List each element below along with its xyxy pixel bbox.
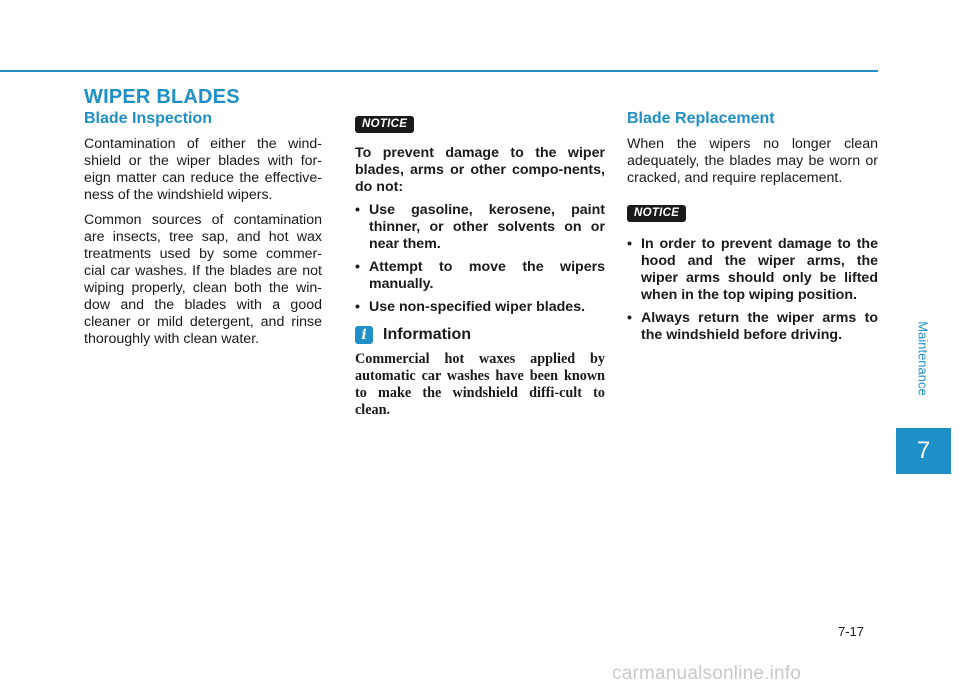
notice-intro: To prevent damage to the wiper blades, arms or other compo-nents, do not: xyxy=(355,145,605,195)
section-title: WIPER BLADES xyxy=(84,86,240,108)
column-blade-replacement xyxy=(627,110,878,350)
replacement-paragraph: When the wipers no longer clean adequately, the blades may be worn or cracked, and require replacement. xyxy=(627,136,878,186)
replacement-badge-wrap xyxy=(627,203,878,222)
replacement-item: • Always return the wiper arms to the windshield before driving. xyxy=(627,310,878,344)
replacement-list xyxy=(627,236,878,344)
chapter-label xyxy=(915,300,931,416)
notice-item: • Use gasoline, kerosene, paint thinner, or other solvents on or near them. xyxy=(355,202,605,253)
notice-badge-wrap xyxy=(355,114,605,133)
column-blade-inspection xyxy=(84,110,322,356)
notice-item: • Attempt to move the wipers manually. xyxy=(355,259,605,293)
column-notice xyxy=(355,110,605,419)
blade-inspection-heading: Blade Inspection xyxy=(84,110,213,127)
notice-item: • Use non-specified wiper blades. xyxy=(355,299,605,316)
info-icon: i xyxy=(355,326,373,344)
blade-replacement-heading: Blade Replacement xyxy=(627,110,775,127)
top-rule xyxy=(0,70,878,72)
inspection-paragraph-2: Common sources of contamination are insects, tree sap, and hot wax treatments used by some commer-cial car washes. If the blades are not wiping properly, clean both the win-dow and the blades with a good cleaner or mild detergent, and rinse thoroughly with clean water. xyxy=(84,212,322,347)
page-number: 7-17 xyxy=(838,624,865,639)
chapter-label-text: Maintenance xyxy=(915,320,931,396)
chapter-tab: 7 xyxy=(896,428,951,474)
notice-badge: NOTICE xyxy=(627,205,686,222)
notice-list xyxy=(355,202,605,316)
information-title: Information xyxy=(383,326,471,343)
inspection-paragraph-1: Contamination of either the wind-shield or the wiper blades with for-eign matter can reduce the effective-ness of the windshield wipers. xyxy=(84,136,322,203)
information-text: Commercial hot waxes applied by automatic car washes have been known to make the windshield diffi-cult to clean. xyxy=(355,351,605,418)
watermark: carmanualsonline.info xyxy=(612,663,802,684)
information-header xyxy=(355,326,605,344)
notice-badge: NOTICE xyxy=(355,116,414,133)
replacement-item: • In order to prevent damage to the hood and the wiper arms, the wiper arms should only be lifted when in the top wiping position. xyxy=(627,236,878,304)
